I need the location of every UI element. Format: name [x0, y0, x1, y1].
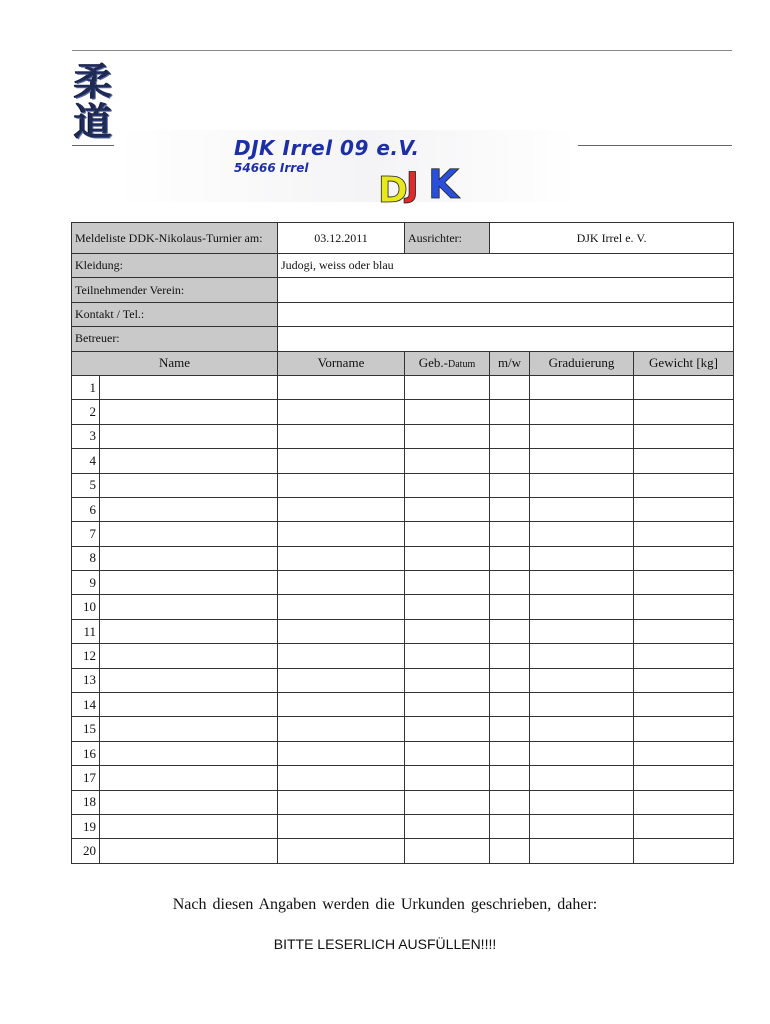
table-row: [72, 522, 734, 546]
mw-field[interactable]: [490, 717, 530, 741]
gewicht-field[interactable]: [634, 644, 734, 668]
tournament-row: [72, 223, 734, 254]
registration-form: [71, 222, 734, 864]
mw-field[interactable]: [490, 619, 530, 643]
table-row: [72, 400, 734, 424]
graduierung-field[interactable]: [530, 571, 634, 595]
graduierung-field[interactable]: [530, 814, 634, 838]
kleidung-label: Kleidung:: [72, 254, 278, 278]
ausrichter-value[interactable]: DJK Irrel e. V.: [490, 223, 734, 254]
vorname-field[interactable]: [278, 424, 405, 448]
vorname-field[interactable]: [278, 790, 405, 814]
geburtsdatum-field[interactable]: [405, 473, 490, 497]
table-row: [72, 693, 734, 717]
geburtsdatum-field[interactable]: [405, 814, 490, 838]
vorname-field[interactable]: [278, 668, 405, 692]
gewicht-field[interactable]: [634, 814, 734, 838]
table-row: [72, 449, 734, 473]
row-number: 15: [72, 717, 100, 741]
mw-field[interactable]: [490, 814, 530, 838]
kontakt-label: Kontakt / Tel.:: [72, 302, 278, 326]
graduierung-field[interactable]: [530, 668, 634, 692]
row-number: 7: [72, 522, 100, 546]
geburtsdatum-field[interactable]: [405, 766, 490, 790]
table-row: [72, 546, 734, 570]
kleidung-row: [72, 254, 734, 278]
name-field[interactable]: [100, 400, 278, 424]
geburtsdatum-field[interactable]: [405, 741, 490, 765]
column-header-row: [72, 351, 734, 375]
vorname-field[interactable]: [278, 814, 405, 838]
name-field[interactable]: [100, 741, 278, 765]
name-field[interactable]: [100, 790, 278, 814]
row-number: 8: [72, 546, 100, 570]
name-field[interactable]: [100, 449, 278, 473]
mw-field[interactable]: [490, 766, 530, 790]
name-field[interactable]: [100, 595, 278, 619]
row-number: 5: [72, 473, 100, 497]
mw-field[interactable]: [490, 473, 530, 497]
mw-field[interactable]: [490, 497, 530, 521]
mw-field[interactable]: [490, 546, 530, 570]
row-number: 20: [72, 839, 100, 863]
graduierung-field[interactable]: [530, 473, 634, 497]
mw-field[interactable]: [490, 741, 530, 765]
verein-field[interactable]: [278, 278, 734, 302]
row-number: 3: [72, 424, 100, 448]
name-field[interactable]: [100, 375, 278, 399]
mw-field[interactable]: [490, 449, 530, 473]
geburtsdatum-field[interactable]: [405, 839, 490, 863]
table-row: [72, 619, 734, 643]
betreuer-label: Betreuer:: [72, 327, 278, 351]
gewicht-field[interactable]: [634, 619, 734, 643]
judo-kanji-logo: [66, 59, 120, 144]
verein-row: [72, 278, 734, 302]
geburtsdatum-field[interactable]: [405, 400, 490, 424]
geburtsdatum-field[interactable]: [405, 619, 490, 643]
graduierung-field[interactable]: [530, 717, 634, 741]
gewicht-field[interactable]: [634, 839, 734, 863]
graduierung-field[interactable]: [530, 766, 634, 790]
row-number: 4: [72, 449, 100, 473]
vorname-field[interactable]: [278, 741, 405, 765]
vorname-field[interactable]: [278, 644, 405, 668]
header-rule-right: [578, 145, 732, 146]
geburtsdatum-field[interactable]: [405, 424, 490, 448]
mw-field[interactable]: [490, 400, 530, 424]
vorname-field[interactable]: [278, 571, 405, 595]
club-city: 54666 Irrel: [234, 161, 309, 175]
gewicht-field[interactable]: [634, 595, 734, 619]
table-row: [72, 741, 734, 765]
graduierung-field[interactable]: [530, 619, 634, 643]
kanji-top: 柔: [73, 59, 112, 104]
name-field[interactable]: [100, 546, 278, 570]
table-row: [72, 375, 734, 399]
gewicht-field[interactable]: [634, 790, 734, 814]
row-number: 10: [72, 595, 100, 619]
name-field[interactable]: [100, 668, 278, 692]
table-row: [72, 497, 734, 521]
name-field[interactable]: [100, 839, 278, 863]
kleidung-value[interactable]: Judogi, weiss oder blau: [278, 254, 734, 278]
table-row: [72, 814, 734, 838]
top-rule: [72, 50, 732, 51]
name-field[interactable]: [100, 497, 278, 521]
gewicht-field[interactable]: [634, 693, 734, 717]
row-number: 16: [72, 741, 100, 765]
row-number: 2: [72, 400, 100, 424]
graduierung-field[interactable]: [530, 424, 634, 448]
col-vorname: Vorname: [278, 351, 405, 375]
logo-letter: K: [428, 162, 459, 208]
geburtsdatum-field[interactable]: [405, 497, 490, 521]
mw-field[interactable]: [490, 668, 530, 692]
geburtsdatum-field[interactable]: [405, 717, 490, 741]
vorname-field[interactable]: [278, 595, 405, 619]
mw-field[interactable]: [490, 522, 530, 546]
row-number: 12: [72, 644, 100, 668]
graduierung-field[interactable]: [530, 449, 634, 473]
table-row: [72, 644, 734, 668]
name-field[interactable]: [100, 571, 278, 595]
ausrichter-label: Ausrichter:: [405, 223, 490, 254]
club-name: DJK Irrel 09 e.V.: [234, 136, 420, 160]
row-number: 11: [72, 619, 100, 643]
mw-field[interactable]: [490, 424, 530, 448]
gewicht-field[interactable]: [634, 497, 734, 521]
graduierung-field[interactable]: [530, 693, 634, 717]
geburtsdatum-field[interactable]: [405, 668, 490, 692]
geburtsdatum-field[interactable]: [405, 595, 490, 619]
row-number: 18: [72, 790, 100, 814]
geburtsdatum-field[interactable]: [405, 790, 490, 814]
verein-label: Teilnehmender Verein:: [72, 278, 278, 302]
name-field[interactable]: [100, 644, 278, 668]
footer-note: Nach diesen Angaben werden die Urkunden geschrieben, daher:: [172, 896, 598, 913]
table-row: [72, 717, 734, 741]
geburtsdatum-field[interactable]: [405, 522, 490, 546]
djk-logo: [376, 140, 466, 208]
mw-field[interactable]: [490, 375, 530, 399]
gewicht-field[interactable]: [634, 766, 734, 790]
gewicht-field[interactable]: [634, 473, 734, 497]
mw-field[interactable]: [490, 693, 530, 717]
gewicht-field[interactable]: [634, 668, 734, 692]
table-row: [72, 571, 734, 595]
row-number: 1: [72, 375, 100, 399]
gewicht-field[interactable]: [634, 741, 734, 765]
name-field[interactable]: [100, 693, 278, 717]
gewicht-field[interactable]: [634, 546, 734, 570]
table-row: [72, 668, 734, 692]
row-number: 9: [72, 571, 100, 595]
gewicht-field[interactable]: [634, 424, 734, 448]
geburtsdatum-field[interactable]: [405, 449, 490, 473]
table-row: [72, 473, 734, 497]
geburtsdatum-field[interactable]: [405, 571, 490, 595]
row-number: 13: [72, 668, 100, 692]
vorname-field[interactable]: [278, 449, 405, 473]
col-mw: m/w: [490, 351, 530, 375]
vorname-field[interactable]: [278, 473, 405, 497]
vorname-field[interactable]: [278, 693, 405, 717]
geburtsdatum-field[interactable]: [405, 693, 490, 717]
vorname-field[interactable]: [278, 717, 405, 741]
logo-letter: J: [406, 165, 419, 205]
name-field[interactable]: [100, 473, 278, 497]
row-number: 14: [72, 693, 100, 717]
gewicht-field[interactable]: [634, 375, 734, 399]
table-row: [72, 595, 734, 619]
vorname-field[interactable]: [278, 375, 405, 399]
mw-field[interactable]: [490, 595, 530, 619]
gewicht-field[interactable]: [634, 449, 734, 473]
kontakt-row: [72, 302, 734, 326]
graduierung-field[interactable]: [530, 790, 634, 814]
gewicht-field[interactable]: [634, 400, 734, 424]
vorname-field[interactable]: [278, 546, 405, 570]
tournament-date[interactable]: 03.12.2011: [278, 223, 405, 254]
vorname-field[interactable]: [278, 619, 405, 643]
header-rule-left: [72, 145, 114, 146]
mw-field[interactable]: [490, 790, 530, 814]
geburtsdatum-field[interactable]: [405, 375, 490, 399]
graduierung-field[interactable]: [530, 546, 634, 570]
gewicht-field[interactable]: [634, 571, 734, 595]
meldeliste-label: Meldeliste DDK-Nikolaus-Turnier am:: [72, 223, 278, 254]
table-row: [72, 790, 734, 814]
betreuer-row: [72, 327, 734, 351]
graduierung-field[interactable]: [530, 741, 634, 765]
name-field[interactable]: [100, 522, 278, 546]
name-field[interactable]: [100, 619, 278, 643]
mw-field[interactable]: [490, 571, 530, 595]
col-geb-suffix: Datum: [448, 359, 476, 371]
name-field[interactable]: [100, 766, 278, 790]
col-geb-prefix: Geb.-: [418, 355, 449, 371]
vorname-field[interactable]: [278, 522, 405, 546]
col-geburtsdatum: [405, 351, 490, 375]
kontakt-field[interactable]: [278, 302, 734, 326]
name-field[interactable]: [100, 814, 278, 838]
vorname-field[interactable]: [278, 766, 405, 790]
mw-field[interactable]: [490, 644, 530, 668]
footer-warning: BITTE LESERLICH AUSFÜLLEN!!!!: [273, 936, 497, 952]
graduierung-field[interactable]: [530, 522, 634, 546]
name-field[interactable]: [100, 424, 278, 448]
row-number: 19: [72, 814, 100, 838]
vorname-field[interactable]: [278, 497, 405, 521]
name-field[interactable]: [100, 717, 278, 741]
gewicht-field[interactable]: [634, 522, 734, 546]
table-row: [72, 766, 734, 790]
geburtsdatum-field[interactable]: [405, 546, 490, 570]
logo-letter: D: [378, 170, 408, 208]
graduierung-field[interactable]: [530, 497, 634, 521]
graduierung-field[interactable]: [530, 595, 634, 619]
col-graduierung: Graduierung: [530, 351, 634, 375]
graduierung-field[interactable]: [530, 375, 634, 399]
mw-field[interactable]: [490, 839, 530, 863]
geburtsdatum-field[interactable]: [405, 644, 490, 668]
row-number: 17: [72, 766, 100, 790]
col-name: Name: [72, 351, 278, 375]
vorname-field[interactable]: [278, 400, 405, 424]
graduierung-field[interactable]: [530, 400, 634, 424]
graduierung-field[interactable]: [530, 839, 634, 863]
row-number: 6: [72, 497, 100, 521]
table-row: [72, 839, 734, 863]
vorname-field[interactable]: [278, 839, 405, 863]
graduierung-field[interactable]: [530, 644, 634, 668]
kanji-bottom: 道: [73, 99, 112, 144]
gewicht-field[interactable]: [634, 717, 734, 741]
betreuer-field[interactable]: [278, 327, 734, 351]
table-row: [72, 424, 734, 448]
col-gewicht: Gewicht [kg]: [634, 351, 734, 375]
